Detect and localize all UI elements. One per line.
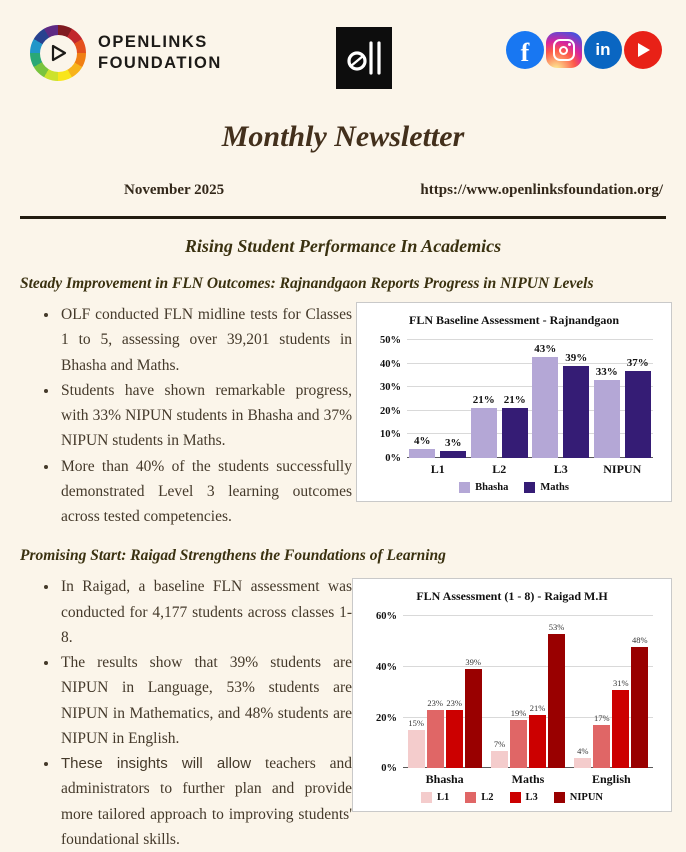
x-tick-label: English: [591, 772, 631, 787]
legend: [365, 792, 659, 805]
plot-area: [380, 335, 653, 464]
section1-bullet-3: • More than 40% of the students successfully demonstrated Level 3 learning outcomes across tested competencies.: [59, 454, 352, 530]
data-label: 3%: [445, 436, 462, 449]
bar-maths-l1: [440, 451, 466, 458]
section1-text: [20, 302, 352, 529]
data-label: 37%: [626, 356, 649, 369]
bar-l3-english: [612, 690, 629, 769]
bar-nipun-maths: [548, 634, 565, 768]
chart-rajnandgaon-card: [356, 302, 672, 502]
legend-item-bhasha: Bhasha: [459, 482, 508, 493]
brand-name: [98, 32, 222, 73]
legend: [369, 482, 659, 495]
section1-row: [0, 302, 686, 529]
bar-l1-maths: [491, 751, 508, 769]
data-label: 21%: [503, 394, 526, 407]
instagram-icon[interactable]: [546, 32, 582, 68]
data-label: 7%: [493, 738, 506, 749]
y-tick-label: 50%: [380, 335, 401, 346]
x-tick-label: NIPUN: [603, 462, 642, 476]
legend-item-l2: L2: [465, 792, 493, 803]
data-label: 21%: [472, 394, 495, 407]
x-labels: [365, 772, 659, 787]
legend-swatch: [524, 482, 535, 493]
section2-heading: Promising Start: Raigad Strengthens the Foundations of Learning: [20, 547, 446, 565]
data-label: 17%: [594, 713, 610, 724]
data-label: 43%: [534, 342, 557, 355]
chart-raigad: [352, 574, 672, 812]
data-label: 31%: [613, 677, 629, 688]
facebook-icon[interactable]: f: [506, 31, 544, 69]
y-tick-label: 0%: [381, 763, 397, 775]
y-tick-label: 0%: [385, 453, 401, 464]
bar-bhasha-nipun: [594, 380, 620, 458]
bar-l2-maths: [510, 720, 527, 768]
y-tick-label: 30%: [380, 382, 401, 394]
section1-heading: Steady Improvement in FLN Outcomes: Rajnandgaon Reports Progress in NIPUN Levels: [20, 275, 594, 292]
plot-area: [376, 611, 653, 775]
data-label: 33%: [595, 366, 618, 379]
bar-nipun-bhasha: [465, 669, 482, 768]
color-wheel-icon: [30, 25, 86, 81]
bar-group-L1: [407, 340, 469, 458]
chart-raigad-card: [352, 578, 672, 812]
bar-l3-bhasha: [446, 710, 463, 768]
newsletter-title: Monthly Newsletter: [221, 120, 465, 153]
x-tick-label: L2: [492, 462, 507, 476]
chart-rajnandgaon: [356, 302, 672, 502]
y-tick-label: 20%: [376, 712, 397, 724]
masthead-meta: [0, 182, 686, 199]
website-url[interactable]: https://www.openlinksfoundation.org/: [420, 182, 663, 198]
x-tick-label: Bhasha: [425, 772, 464, 787]
issue-date: November 2025: [124, 182, 225, 198]
bar-l3-maths: [529, 715, 546, 768]
section2-bullet-3: [59, 751, 352, 852]
play-icon: [40, 35, 77, 72]
oll-logo: [336, 27, 392, 89]
bar-bhasha-l3: [532, 357, 558, 458]
legend-swatch: [465, 792, 476, 803]
legend-item-l1: L1: [421, 792, 449, 803]
y-tick-label: 60%: [376, 611, 397, 623]
linkedin-icon[interactable]: in: [584, 31, 622, 69]
section2-bullet-2: • The results show that 39% students are NIPUN in Language, 53% students are NIPUN in Mathematics, and 48% students are NIPUN in English.: [59, 650, 352, 751]
social-links: [506, 31, 662, 69]
x-tick-label: L3: [553, 462, 568, 476]
data-label: 4%: [577, 746, 589, 757]
bar-bhasha-l2: [471, 408, 497, 458]
section2-text: [20, 574, 352, 852]
bar-group-English: [570, 616, 653, 768]
data-label: 15%: [408, 718, 424, 729]
data-label: 23%: [427, 697, 443, 708]
legend-swatch: [459, 482, 470, 493]
bar-bhasha-l1: [409, 449, 435, 458]
x-tick-label: L1: [430, 462, 445, 476]
chart1-title: FLN Baseline Assessment - Rajnandgaon: [408, 313, 620, 327]
chart2-title: FLN Assessment (1 - 8) - Raigad M.H: [416, 589, 608, 604]
section1-bullet-1: • OLF conducted FLN midline tests for Classes 1 to 5, assessing over 39,201 students in Bhasha and Maths.: [59, 302, 352, 378]
bar-group-L2: [469, 340, 531, 458]
youtube-icon[interactable]: [624, 31, 662, 69]
brand-line2: FOUNDATION: [98, 54, 222, 72]
legend-swatch: [554, 792, 565, 803]
bar-group-Maths: [486, 616, 569, 768]
bar-nipun-english: [631, 647, 648, 769]
section1-bullet-2: • Students have shown remarkable progress, with 33% NIPUN students in Bhasha and 37% NIPUN students in Maths.: [59, 378, 352, 454]
legend-item-l3: L3: [510, 792, 538, 803]
bar-group-Bhasha: [403, 616, 486, 768]
data-label: 4%: [414, 434, 431, 447]
bar-group-L3: [530, 340, 592, 458]
bar-l2-english: [593, 725, 610, 768]
bar-maths-nipun: [625, 371, 651, 458]
legend-swatch: [421, 792, 432, 803]
data-label: 39%: [465, 657, 481, 668]
y-tick-label: 40%: [380, 358, 401, 370]
sans-phrase: These insights will allow: [61, 755, 252, 772]
y-tick-label: 10%: [380, 429, 401, 441]
bar-l2-bhasha: [427, 710, 444, 768]
page-header: [0, 0, 686, 98]
divider-rule: [20, 216, 666, 219]
legend-swatch: [510, 792, 521, 803]
serif-phrase: teachers and administrators to further plan and provide more tailored approach to improving students' foundational skills.: [61, 755, 352, 848]
data-label: 19%: [510, 708, 527, 719]
y-tick-label: 20%: [380, 405, 401, 417]
bar-maths-l2: [502, 408, 528, 458]
data-label: 53%: [548, 621, 565, 632]
data-label: 48%: [632, 634, 648, 645]
data-label: 39%: [565, 351, 588, 364]
bar-group-NIPUN: [592, 340, 654, 458]
section2-row: [0, 574, 686, 852]
legend-item-maths: Maths: [524, 482, 569, 493]
x-labels: [369, 462, 659, 477]
y-tick-label: 40%: [376, 661, 397, 673]
article-heading: Rising Student Performance In Academics: [184, 236, 502, 256]
bar-maths-l3: [563, 366, 589, 458]
bar-l1-bhasha: [408, 730, 425, 768]
bar-l1-english: [574, 758, 591, 768]
openlinks-logo: [30, 25, 222, 81]
brand-line1: OPENLINKS: [98, 33, 208, 52]
x-tick-label: Maths: [511, 772, 545, 787]
data-label: 21%: [529, 703, 546, 714]
section2-bullet-1: • In Raigad, a baseline FLN assessment was conducted for 4,177 students across classes 1-8.: [59, 574, 352, 650]
data-label: 23%: [446, 697, 462, 708]
legend-item-nipun: NIPUN: [554, 792, 603, 803]
